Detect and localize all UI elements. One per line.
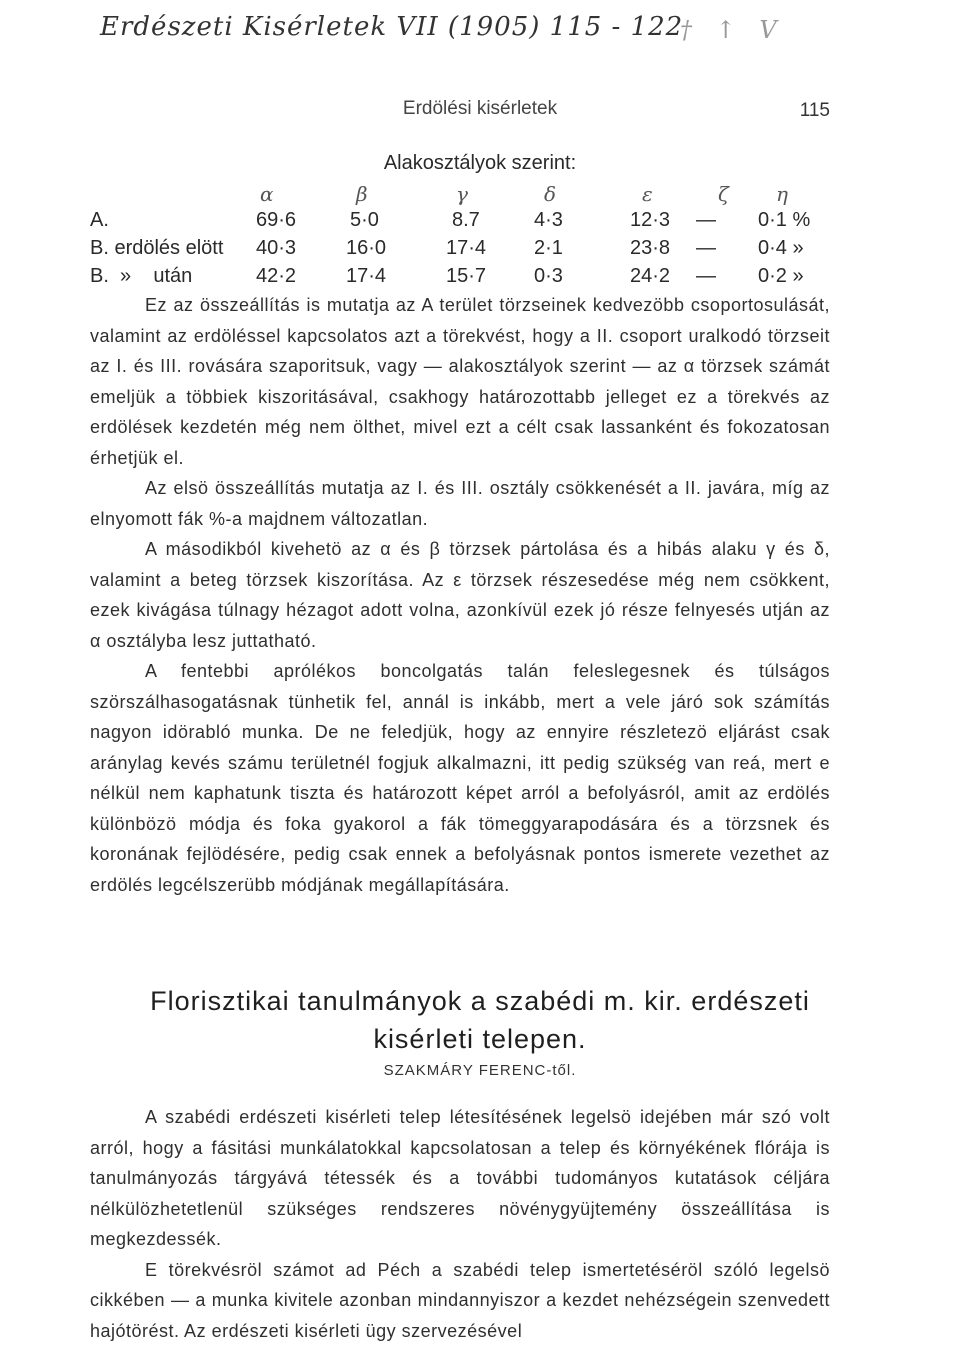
article-title: [0, 982, 960, 1058]
article-body: [90, 1102, 830, 1346]
table-cell: 2·1: [534, 237, 563, 259]
table-cell: 17·4: [446, 237, 487, 259]
table-cell: 12·3: [630, 209, 671, 231]
col-header-zeta: ζ: [718, 182, 729, 206]
row-b-after-label: B. » után: [90, 265, 193, 287]
page-number: 115: [799, 100, 830, 121]
table-cell: —: [696, 265, 716, 287]
table-cell: 40·3: [256, 237, 297, 259]
paragraph: A fentebbi aprólékos boncolgatás talán feleslegesnek és túlságos szörszálhasogatásnak tünhetik fel, annál is inkább, mert a vele járó sok számítás nagyon idörabló munka. De ne feledjük, hogy az ennyire részletezö eljárást csak aránylag kevés számu területnél fogjuk alkalmazni, itt pedig szükség van reá, mert e nélkül nem kaphatunk tiszta és határozott képet arról a befolyásról, amit az erdölés különbözö módja és foka gyakorol a fák tömeggyarapodására és a törzsnek és koronának fejlödésére, pedig csak ennek a befolyásnak pontos ismerete vezethet az erdölés legcélszerübb módjának megállapítására.: [90, 661, 830, 895]
row-b-label: B. erdölés elött: [90, 237, 224, 259]
handwritten-side-mark: † ↑ V: [680, 16, 785, 44]
paragraph: E törekvésröl számot ad Péch a szabédi telep ismertetéséröl szóló legelsö cikkében — a munka kivitele azonban mindannyiszor a kezdet nehézségein szenvedett hajótörést. Az erdészeti kisérleti ügy szervezésével: [90, 1259, 830, 1341]
table-cell: 24·2: [630, 265, 671, 287]
table-cell: 23·8: [630, 237, 671, 259]
paragraph: Ez az összeállítás is mutatja az A terület törzseinek kedvezöbb csoportosulását, valamint az erdöléssel kapcsolatos azt a törekvést, hogy a II. csoport uralkodó törzseit az I. és III. rovására szaporitsuk, vagy — alakosztályok szerint — az α törzsek számát emeljük a többiek kiszoritásával, csakhogy határozottabb jelleget ez a törekvés az erdölések kezdetén még nem ölthet, mivel ezt a célt csak lassanként és fokozatosan érhetjük el.: [90, 295, 830, 468]
table-cell: 16·0: [346, 237, 387, 259]
paragraph: A másodikból kivehetö az α és β törzsek pártolása és a hibás alaku γ és δ, valamint a beteg törzsek kiszorítása. Az ε törzsek részesedése még nem csökkent, ezek kivágása túlnagy hézagot adott volna, azonkívül ezek jó része felnyesés utján az α osztályba lesz juttatható.: [90, 539, 830, 651]
paragraph: Az elsö összeállítás mutatja az I. és III. osztály csökkenését a II. javára, míg az elnyomott fák %-a majdnem változatlan.: [90, 478, 830, 529]
table-cell: 4·3: [534, 209, 563, 231]
article-title-line: Florisztikai tanulmányok a szabédi m. kir. erdészeti: [150, 986, 810, 1016]
table-cell: 5·0: [350, 209, 379, 231]
table-cell: 17·4: [346, 265, 387, 287]
table-heading: Alakosztályok szerint:: [383, 152, 577, 174]
table-cell: 42·2: [256, 265, 297, 287]
col-header-alpha: α: [260, 182, 274, 206]
paragraph: A szabédi erdészeti kisérleti telep létesítésének legelsö idejében már szó volt arról, hogy a fásitási munkálatokkal kapcsolatosan a telep és környékének flórája is tanulmányozás tárgyává tétessék és a további tudományos kutatások céljára nélkülözhetetlenül szükséges rendszeres növénygyüjtemény összeállítása is megkezdessék.: [90, 1107, 830, 1249]
col-header-epsilon: ε: [642, 182, 653, 206]
table-cell: 0·4 »: [758, 237, 804, 259]
col-header-beta: β: [356, 182, 368, 206]
col-header-eta: η: [776, 182, 788, 206]
table-cell: 0·1 %: [758, 209, 811, 231]
article-author: SZAKMÁRY FERENC-től.: [383, 1062, 577, 1079]
section-body: [90, 290, 830, 900]
table-cell: —: [696, 209, 716, 231]
col-header-delta: δ: [544, 182, 557, 206]
table-cell: 0·3: [534, 265, 563, 287]
handwritten-annotation: Erdészeti Kisérletek VII (1905) 115 - 122: [100, 12, 684, 42]
table-cell: 0·2 »: [758, 265, 804, 287]
table-cell: 69·6: [256, 209, 297, 231]
running-title: Erdölési kisérletek: [402, 98, 558, 119]
col-header-gamma: γ: [456, 182, 468, 206]
table-cell: 8.7: [452, 209, 480, 231]
row-a-label: A.: [90, 209, 109, 231]
table-cell: 15·7: [446, 265, 487, 287]
table-cell: —: [696, 237, 716, 259]
article-title-line: kisérleti telepen.: [373, 1024, 587, 1054]
